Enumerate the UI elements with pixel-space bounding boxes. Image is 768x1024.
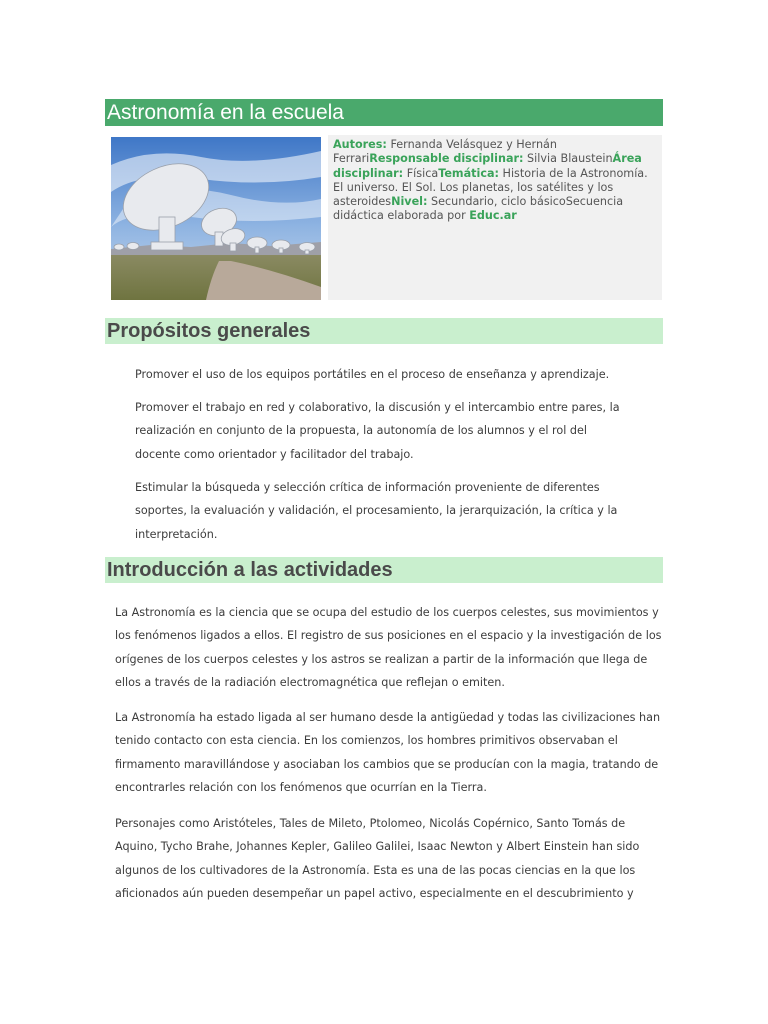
secuencia-text: Secuencia didáctica elaborada por [333,195,624,223]
propositos-heading: Propósitos generales [105,318,663,344]
nivel-value: Secundario, ciclo básico [427,195,566,209]
autores-value: Fernanda Velásquez y Hernán Ferrari [333,138,557,166]
area-label: Área disciplinar: [333,152,642,180]
autores-label: Autores: [333,138,387,151]
intro-paragraph: La Astronomía es la ciencia que se ocupa del estudio de los cuerpos celestes, sus movimientos y los fenómenos ligados a ellos. El registro de sus posiciones en el espacio y la investigación de los orígenes de los cuerpos celestes y los astros se realizan a partir de la información que llega de ellos a través de la radiación electromagnética que reflejan o emiten. [115,606,662,689]
educar-link[interactable]: Educ.ar [469,209,517,223]
tematica-label: Temática: [438,166,499,180]
introduccion-heading: Introducción a las actividades [105,557,663,583]
proposito-item: Promover el trabajo en red y colaborativo, la discusión y el intercambio entre pares, la realización en conjunto de la propuesta, la autonomía de los alumnos y el rol del docente como orientador y facilitador del trabajo. [135,401,620,461]
area-value: Física [403,166,439,180]
radio-telescope-photo [111,137,321,300]
responsable-value: Silvia Blaustein [523,152,613,166]
proposito-item: Promover el uso de los equipos portátiles en el proceso de enseñanza y aprendizaje. [135,368,610,381]
intro-paragraph: Personajes como Aristóteles, Tales de Mileto, Ptolomeo, Nicolás Copérnico, Santo Tomás de Aquino, Tycho Brahe, Johannes Kepler, Galileo Galilei, Isaac Newton y Albert Einstein han sido algunos de los cultivadores de la Astronomía. Esta es una de las pocas ciencias en la que los aficionados aún pueden desempeñar un papel activo, especialmente en el descubrimiento y [115,817,640,900]
responsable-label: Responsable disciplinar: [369,152,524,166]
tematica-value: Historia de la Astronomía. El universo. El Sol. Los planetas, los satélites y los asteroides [333,166,648,209]
intro-paragraph: La Astronomía ha estado ligada al ser humano desde la antigüedad y todas las civilizaciones han tenido contacto con esta ciencia. En los comienzos, los hombres primitivos observaban el firmamento maravillándose y asociaban los cambios que se producían con la magia, tratando de encontrarles relación con los fenómenos que ocurrían en la Tierra. [115,711,661,794]
proposito-item: Estimular la búsqueda y selección crítica de información proveniente de diferentes soportes, la evaluación y validación, el procesamiento, la jerarquización, la crítica y la interpretación. [135,481,618,541]
nivel-label: Nivel: [391,195,428,209]
credits-box [328,135,662,300]
document-title: Astronomía en la escuela [105,99,663,126]
